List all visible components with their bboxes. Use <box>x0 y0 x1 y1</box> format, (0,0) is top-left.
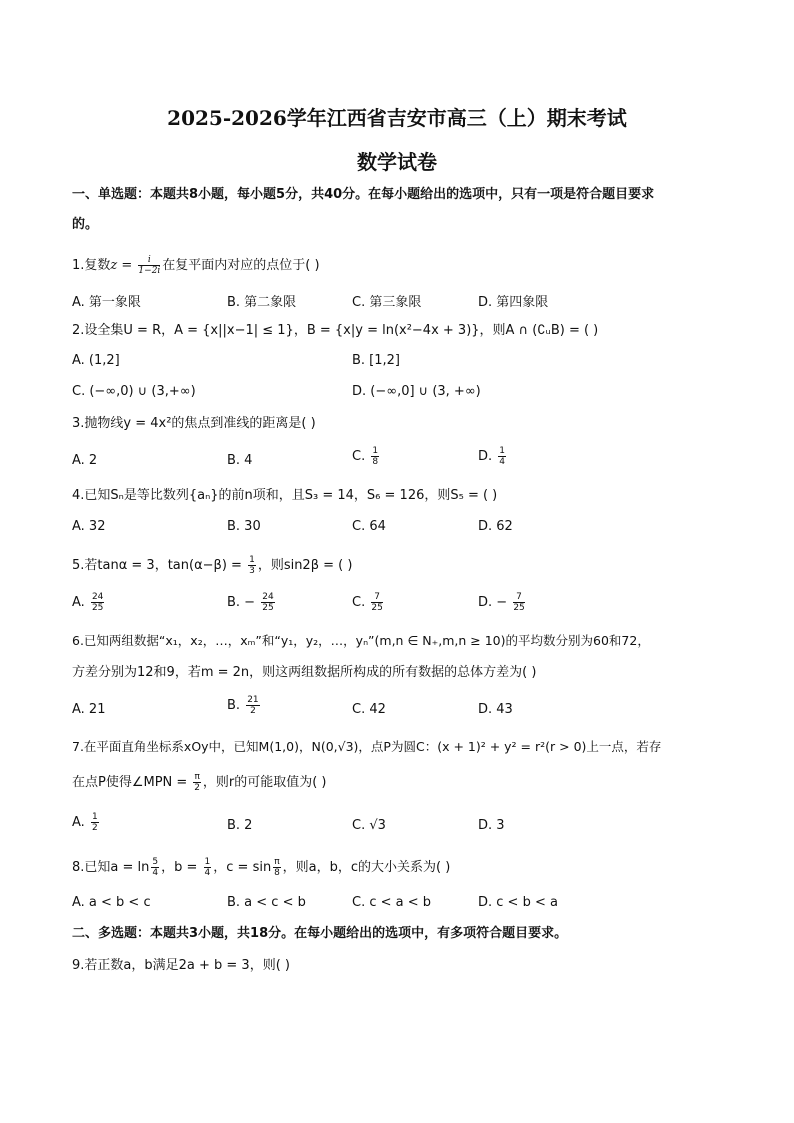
section2-heading: 二、多选题：本题共3小题，共18分。在每小题给出的选项中，有多项符合题目要求。 <box>72 926 568 941</box>
question-4: 4.已知Sₙ是等比数列{aₙ}的前n项和，且S₃ = 14，S₆ = 126，则S₅ = ( ) <box>72 488 498 503</box>
question-6-line1: 6.已知两组数据“x₁，x₂，…，xₘ”和“y₁，y₂，…，yₙ”(m,n ∈ N₊,m,n ≥ 10)的平均数分别为60和72， <box>72 633 650 648</box>
fraction: $\frac{7}{25}$ <box>513 592 525 613</box>
q5-option-a: A. $\frac{24}{25}$ <box>72 592 104 613</box>
fraction: $\frac{1}{8}$ <box>372 446 379 467</box>
fraction: $\frac{i}{1-2i}$ <box>138 255 161 276</box>
q3-option-a: A. 2 <box>72 453 98 468</box>
q1-option-c: C. 第三象限 <box>352 295 422 310</box>
q1-option-b: B. 第二象限 <box>227 295 297 310</box>
q8-option-c: C. c < a < b <box>352 895 432 910</box>
q2-option-d: D. (−∞,0] ∪ (3, +∞) <box>352 384 481 399</box>
fraction: $\frac{24}{25}$ <box>91 592 104 613</box>
q4-option-b: B. 30 <box>227 519 261 534</box>
fraction: $\frac{1}{4}$ <box>499 446 506 467</box>
section1-heading-line2: 的。 <box>72 217 99 232</box>
section1-heading-line1: 一、单选题：本题共8小题，每小题5分，共40分。在每小题给出的选项中，只有一项是符合题目要求 <box>72 187 655 202</box>
exam-subtitle: 数学试卷 <box>357 150 437 174</box>
question-2: 2.设全集U = R，A = {x||x−1| ≤ 1}，B = {x|y = ln(x²−4x + 3)}，则A ∩ (∁ᵤB) = ( ) <box>72 323 599 338</box>
q5-option-d: D. − $\frac{7}{25}$ <box>478 592 525 613</box>
fraction: $\frac{24}{25}$ <box>262 592 274 613</box>
q8-option-b: B. a < c < b <box>227 895 306 910</box>
q1-option-a: A. 第一象限 <box>72 295 141 310</box>
q3-option-c: C. $\frac{1}{8}$ <box>352 446 379 467</box>
fraction: $\frac{1}{4}$ <box>204 857 211 878</box>
q7-option-a: A. $\frac{1}{2}$ <box>72 812 98 833</box>
q4-option-a: A. 32 <box>72 519 106 534</box>
fraction: $\frac{\pi}{8}$ <box>274 857 280 878</box>
q2-option-b: B. [1,2] <box>352 353 401 368</box>
q7-option-b: B. 2 <box>227 818 253 833</box>
question-5: 5.若tanα = 3，tan(α−β) = $\frac{1}{3}$ ，则sin2β = ( ) <box>72 555 353 576</box>
q6-option-d: D. 43 <box>478 702 513 717</box>
q2-option-c: C. (−∞,0) ∪ (3,+∞) <box>72 384 196 399</box>
q4-option-d: D. 62 <box>478 519 513 534</box>
fraction: $\frac{21}{2}$ <box>247 695 259 716</box>
question-8: 8.已知a = ln $\frac{5}{4}$ ，b = $\frac{1}{4}$ ，c = sin $\frac{\pi}{8}$ ，则a，b，c的大小关系为( ) <box>72 857 451 878</box>
question-9: 9.若正数a，b满足2a + b = 3，则( ) <box>72 958 290 973</box>
q3-option-d: D. $\frac{1}{4}$ <box>478 446 506 467</box>
question-3: 3.抛物线y = 4x²的焦点到准线的距离是( ) <box>72 416 316 431</box>
fraction: $\frac{1}{3}$ <box>249 555 255 576</box>
fraction: $\frac{7}{25}$ <box>371 592 383 613</box>
exam-title: 2025-2026学年江西省吉安市高三（上）期末考试 <box>167 106 627 130</box>
q7-option-d: D. 3 <box>478 818 505 833</box>
q1-option-d: D. 第四象限 <box>478 295 549 310</box>
q2-option-a: A. (1,2] <box>72 353 120 368</box>
q6-option-a: A. 21 <box>72 702 106 717</box>
q8-option-d: D. c < b < a <box>478 895 558 910</box>
q5-option-c: C. $\frac{7}{25}$ <box>352 592 383 613</box>
q3-option-b: B. 4 <box>227 453 253 468</box>
q4-option-c: C. 64 <box>352 519 386 534</box>
question-1: 1.复数z = $\frac{i}{1-2i}$ 在复平面内对应的点位于( ) <box>72 255 320 276</box>
question-7-line2: 在点P使得∠MPN = $\frac{\pi}{2}$ ，则r的可能取值为( ) <box>72 772 327 793</box>
fraction: $\frac{5}{4}$ <box>152 857 159 878</box>
q6-option-b: B. $\frac{21}{2}$ <box>227 695 259 716</box>
fraction: $\frac{1}{2}$ <box>91 812 98 833</box>
q6-option-c: C. 42 <box>352 702 386 717</box>
question-7-line1: 7.在平面直角坐标系xOy中，已知M(1,0)，N(0,√3)，点P为圆C：(x + 1)² + y² = r²(r > 0)上一点，若存 <box>72 739 662 754</box>
q5-option-b: B. − $\frac{24}{25}$ <box>227 592 274 613</box>
fraction: $\frac{\pi}{2}$ <box>194 772 201 793</box>
question-6-line2: 方差分别为12和9，若m = 2n，则这两组数据所构成的所有数据的总体方差为( ) <box>72 665 537 680</box>
q7-option-c: C. √3 <box>352 818 386 833</box>
q8-option-a: A. a < b < c <box>72 895 151 910</box>
